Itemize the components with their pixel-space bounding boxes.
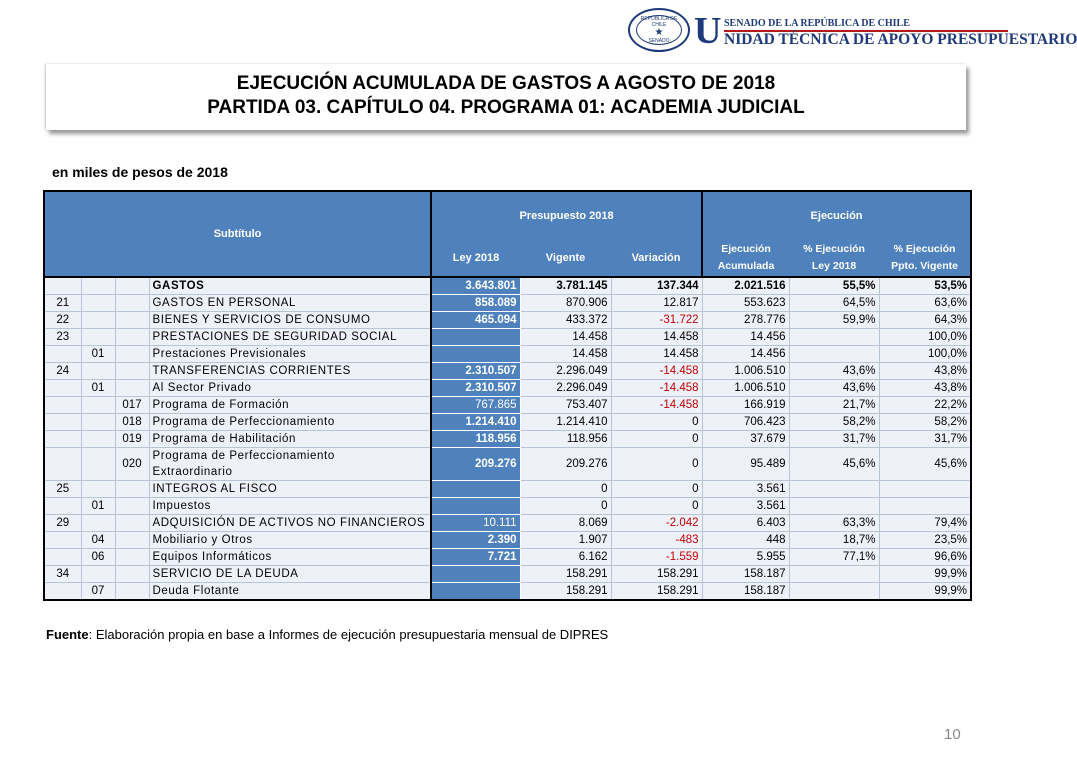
- header-variacion: Variación: [611, 239, 702, 277]
- header-pct-vig-l1: % Ejecución: [893, 242, 956, 255]
- row-name: BIENES Y SERVICIOS DE CONSUMO: [149, 312, 431, 329]
- row-name: PRESTACIONES DE SEGURIDAD SOCIAL: [149, 329, 431, 346]
- row-ley: 118.956: [431, 431, 520, 448]
- budget-table: [43, 190, 972, 601]
- row-name: Al Sector Privado: [149, 380, 431, 397]
- row-ley: 2.310.507: [431, 363, 520, 380]
- row-pct-ley: 18,7%: [789, 532, 879, 549]
- row-vigente: 2.296.049: [520, 380, 611, 397]
- row-vigente: 209.276: [520, 448, 611, 481]
- row-pct-ley: 21,7%: [789, 397, 879, 414]
- row-asignacion: [115, 515, 149, 532]
- header-ejecucion-acumulada: [702, 239, 789, 277]
- row-subtitulo: [44, 583, 81, 601]
- row-asignacion: [115, 380, 149, 397]
- row-ejecutado: 5.955: [702, 549, 789, 566]
- row-pct-vigente: 23,5%: [879, 532, 971, 549]
- row-pct-ley: 58,2%: [789, 414, 879, 431]
- row-name: Programa de Habilitación: [149, 431, 431, 448]
- row-ley: [431, 329, 520, 346]
- row-item: 06: [81, 549, 115, 566]
- row-variacion: -483: [611, 532, 702, 549]
- row-ley: 7.721: [431, 549, 520, 566]
- row-pct-ley: 77,1%: [789, 549, 879, 566]
- row-variacion: -2.042: [611, 515, 702, 532]
- row-subtitulo: [44, 549, 81, 566]
- row-ejecutado: 3.561: [702, 498, 789, 515]
- row-variacion: -1.559: [611, 549, 702, 566]
- row-ley: 2.310.507: [431, 380, 520, 397]
- row-ejecutado: 448: [702, 532, 789, 549]
- row-vigente: 1.214.410: [520, 414, 611, 431]
- header-vigente: Vigente: [520, 239, 611, 277]
- row-name: Equipos Informáticos: [149, 549, 431, 566]
- header-ejecucion: Ejecución: [702, 191, 971, 239]
- logo-unit-name: NIDAD TÉCNICA DE APOYO PRESUPUESTARIO: [724, 31, 1077, 48]
- row-ley: 858.089: [431, 295, 520, 312]
- row-variacion: -14.458: [611, 397, 702, 414]
- row-name: Deuda Flotante: [149, 583, 431, 601]
- header-presupuesto: Presupuesto 2018: [431, 191, 702, 239]
- row-asignacion: [115, 295, 149, 312]
- row-pct-ley: [789, 583, 879, 601]
- table-row: [44, 414, 971, 431]
- table-row: [44, 380, 971, 397]
- row-item: 07: [81, 583, 115, 601]
- row-pct-vigente: 43,8%: [879, 363, 971, 380]
- row-vigente: 118.956: [520, 431, 611, 448]
- row-pct-vigente: 79,4%: [879, 515, 971, 532]
- seal-text-top: REPÚBLICA DE CHILE: [640, 16, 678, 28]
- row-variacion: 137.344: [611, 277, 702, 295]
- row-pct-vigente: 43,8%: [879, 380, 971, 397]
- header-subtitulo: Subtítulo: [44, 191, 431, 277]
- row-item: [81, 397, 115, 414]
- row-ley: [431, 583, 520, 601]
- row-asignacion: [115, 346, 149, 363]
- row-subtitulo: 29: [44, 515, 81, 532]
- row-asignacion: 020: [115, 448, 149, 481]
- row-ley: 1.214.410: [431, 414, 520, 431]
- row-ley: 10.111: [431, 515, 520, 532]
- row-item: [81, 363, 115, 380]
- table-row: [44, 515, 971, 532]
- row-asignacion: [115, 583, 149, 601]
- row-pct-vigente: 58,2%: [879, 414, 971, 431]
- header-ejec-acum-l1: Ejecución: [721, 242, 771, 255]
- header-ley: Ley 2018: [431, 239, 520, 277]
- row-vigente: 1.907: [520, 532, 611, 549]
- header-pct-vigente: [879, 239, 971, 277]
- row-subtitulo: [44, 532, 81, 549]
- row-pct-ley: 63,3%: [789, 515, 879, 532]
- row-pct-vigente: 96,6%: [879, 549, 971, 566]
- source-note: [46, 627, 608, 642]
- row-ejecutado: 166.919: [702, 397, 789, 414]
- row-vigente: 753.407: [520, 397, 611, 414]
- row-asignacion: [115, 312, 149, 329]
- row-ejecutado: 278.776: [702, 312, 789, 329]
- row-vigente: 0: [520, 498, 611, 515]
- logo-senate-name: SENADO DE LA REPÚBLICA DE CHILE: [724, 18, 910, 29]
- table-row: [44, 549, 971, 566]
- row-ley: [431, 498, 520, 515]
- table-row: [44, 532, 971, 549]
- row-pct-ley: 45,6%: [789, 448, 879, 481]
- row-subtitulo: [44, 498, 81, 515]
- row-ley: [431, 566, 520, 583]
- row-name: GASTOS EN PERSONAL: [149, 295, 431, 312]
- row-vigente: 0: [520, 481, 611, 498]
- seal-text-bottom: SENADO: [648, 38, 670, 44]
- header-pct-ley: [789, 239, 879, 277]
- row-ejecutado: 3.561: [702, 481, 789, 498]
- logo-initial: U: [694, 10, 722, 52]
- row-variacion: 0: [611, 481, 702, 498]
- row-ejecutado: 1.006.510: [702, 380, 789, 397]
- row-pct-ley: [789, 346, 879, 363]
- senate-logo: [628, 8, 1077, 56]
- row-pct-ley: [789, 481, 879, 498]
- table-row: [44, 431, 971, 448]
- row-asignacion: 017: [115, 397, 149, 414]
- table-body: [44, 277, 971, 600]
- row-name: SERVICIO DE LA DEUDA: [149, 566, 431, 583]
- row-item: [81, 448, 115, 481]
- row-ejecutado: 14.456: [702, 346, 789, 363]
- row-pct-ley: 55,5%: [789, 277, 879, 295]
- row-ley: [431, 346, 520, 363]
- row-name-line2: Extraordinario: [152, 466, 233, 478]
- row-item: [81, 481, 115, 498]
- row-ley: 3.643.801: [431, 277, 520, 295]
- row-item: 01: [81, 498, 115, 515]
- row-variacion: 0: [611, 414, 702, 431]
- row-name: Impuestos: [149, 498, 431, 515]
- header-ejec-acum-l2: Acumulada: [717, 259, 775, 272]
- row-name: INTEGROS AL FISCO: [149, 481, 431, 498]
- row-asignacion: [115, 481, 149, 498]
- row-pct-vigente: 99,9%: [879, 566, 971, 583]
- table-row: [44, 312, 971, 329]
- row-asignacion: 018: [115, 414, 149, 431]
- row-variacion: 14.458: [611, 329, 702, 346]
- row-name: Programa de Formación: [149, 397, 431, 414]
- row-subtitulo: [44, 397, 81, 414]
- row-asignacion: [115, 363, 149, 380]
- row-ley: 209.276: [431, 448, 520, 481]
- row-pct-vigente: 63,6%: [879, 295, 971, 312]
- row-name: TRANSFERENCIAS CORRIENTES: [149, 363, 431, 380]
- row-variacion: 0: [611, 498, 702, 515]
- row-pct-ley: 43,6%: [789, 363, 879, 380]
- row-ejecutado: 706.423: [702, 414, 789, 431]
- row-vigente: 14.458: [520, 346, 611, 363]
- row-asignacion: [115, 549, 149, 566]
- table-row: [44, 448, 971, 481]
- table-row: [44, 363, 971, 380]
- row-pct-vigente: 100,0%: [879, 346, 971, 363]
- row-ejecutado: 1.006.510: [702, 363, 789, 380]
- row-variacion: -31.722: [611, 312, 702, 329]
- row-subtitulo: 34: [44, 566, 81, 583]
- row-vigente: 158.291: [520, 566, 611, 583]
- row-asignacion: [115, 277, 149, 295]
- header-pct-vig-l2: Ppto. Vigente: [891, 259, 958, 272]
- header-pct-ley-l1: % Ejecución: [803, 242, 865, 255]
- row-vigente: 158.291: [520, 583, 611, 601]
- row-pct-vigente: 45,6%: [879, 448, 971, 481]
- row-pct-ley: 64,5%: [789, 295, 879, 312]
- row-item: [81, 414, 115, 431]
- table-row: [44, 498, 971, 515]
- row-item: [81, 295, 115, 312]
- row-asignacion: [115, 498, 149, 515]
- row-ejecutado: 95.489: [702, 448, 789, 481]
- row-item: [81, 515, 115, 532]
- row-subtitulo: [44, 414, 81, 431]
- table-row: [44, 397, 971, 414]
- row-pct-vigente: 64,3%: [879, 312, 971, 329]
- row-subtitulo: 23: [44, 329, 81, 346]
- row-vigente: 3.781.145: [520, 277, 611, 295]
- row-subtitulo: [44, 277, 81, 295]
- row-ejecutado: 37.679: [702, 431, 789, 448]
- row-name: Prestaciones Previsionales: [149, 346, 431, 363]
- row-pct-vigente: 100,0%: [879, 329, 971, 346]
- row-ley: [431, 481, 520, 498]
- row-name: ADQUISICIÓN DE ACTIVOS NO FINANCIEROS: [149, 515, 431, 532]
- row-pct-ley: 59,9%: [789, 312, 879, 329]
- row-pct-ley: [789, 566, 879, 583]
- row-pct-ley: 43,6%: [789, 380, 879, 397]
- row-vigente: 8.069: [520, 515, 611, 532]
- star-icon: ★: [654, 27, 664, 38]
- row-asignacion: [115, 566, 149, 583]
- row-variacion: 158.291: [611, 566, 702, 583]
- row-item: [81, 431, 115, 448]
- row-vigente: 2.296.049: [520, 363, 611, 380]
- row-name: [149, 448, 431, 481]
- row-name: GASTOS: [149, 277, 431, 295]
- source-text: : Elaboración propia en base a Informes de ejecución presupuestaria mensual de DIPRES: [88, 627, 609, 642]
- row-pct-vigente: [879, 498, 971, 515]
- row-pct-vigente: 99,9%: [879, 583, 971, 601]
- row-ejecutado: 6.403: [702, 515, 789, 532]
- row-vigente: 870.906: [520, 295, 611, 312]
- row-item: [81, 329, 115, 346]
- row-ejecutado: 158.187: [702, 566, 789, 583]
- table-row: [44, 481, 971, 498]
- table-row: [44, 583, 971, 601]
- row-pct-ley: [789, 498, 879, 515]
- row-name: Programa de Perfeccionamiento: [149, 414, 431, 431]
- row-variacion: 14.458: [611, 346, 702, 363]
- row-subtitulo: 21: [44, 295, 81, 312]
- row-vigente: 433.372: [520, 312, 611, 329]
- row-subtitulo: [44, 346, 81, 363]
- row-pct-vigente: 22,2%: [879, 397, 971, 414]
- row-variacion: 0: [611, 431, 702, 448]
- row-ejecutado: 158.187: [702, 583, 789, 601]
- row-subtitulo: [44, 380, 81, 397]
- row-ejecutado: 553.623: [702, 295, 789, 312]
- row-item: 01: [81, 380, 115, 397]
- row-ley: 2.390: [431, 532, 520, 549]
- row-pct-vigente: 31,7%: [879, 431, 971, 448]
- row-ejecutado: 14.456: [702, 329, 789, 346]
- row-subtitulo: 22: [44, 312, 81, 329]
- row-vigente: 6.162: [520, 549, 611, 566]
- page-number: 10: [944, 726, 961, 743]
- row-item: 01: [81, 346, 115, 363]
- page-subtitle: PARTIDA 03. CAPÍTULO 04. PROGRAMA 01: ACADEMIA JUDICIAL: [207, 97, 805, 118]
- row-vigente: 14.458: [520, 329, 611, 346]
- row-pct-ley: 31,7%: [789, 431, 879, 448]
- row-item: 04: [81, 532, 115, 549]
- row-asignacion: 019: [115, 431, 149, 448]
- table-row: [44, 346, 971, 363]
- row-pct-ley: [789, 329, 879, 346]
- source-label: Fuente: [46, 627, 89, 642]
- table-row: [44, 329, 971, 346]
- row-subtitulo: [44, 448, 81, 481]
- row-pct-vigente: 53,5%: [879, 277, 971, 295]
- row-pct-vigente: [879, 481, 971, 498]
- table-row: [44, 277, 971, 295]
- table-row: [44, 295, 971, 312]
- row-subtitulo: 25: [44, 481, 81, 498]
- senate-seal-icon: [628, 8, 690, 52]
- units-label: en miles de pesos de 2018: [52, 164, 228, 180]
- row-item: [81, 277, 115, 295]
- page-title: EJECUCIÓN ACUMULADA DE GASTOS A AGOSTO DE 2018: [236, 73, 776, 94]
- row-variacion: -14.458: [611, 380, 702, 397]
- table-row: [44, 566, 971, 583]
- row-variacion: -14.458: [611, 363, 702, 380]
- row-variacion: 158.291: [611, 583, 702, 601]
- row-name: Mobiliario y Otros: [149, 532, 431, 549]
- row-subtitulo: [44, 431, 81, 448]
- row-ejecutado: 2.021.516: [702, 277, 789, 295]
- row-variacion: 12.817: [611, 295, 702, 312]
- row-ley: 465.094: [431, 312, 520, 329]
- row-item: [81, 312, 115, 329]
- row-subtitulo: 24: [44, 363, 81, 380]
- row-variacion: 0: [611, 448, 702, 481]
- title-box: [46, 64, 966, 130]
- header-pct-ley-l2: Ley 2018: [811, 259, 857, 272]
- row-asignacion: [115, 532, 149, 549]
- row-asignacion: [115, 329, 149, 346]
- row-name-line1: Programa de Perfeccionamiento: [152, 450, 335, 462]
- row-item: [81, 566, 115, 583]
- row-ley: 767.865: [431, 397, 520, 414]
